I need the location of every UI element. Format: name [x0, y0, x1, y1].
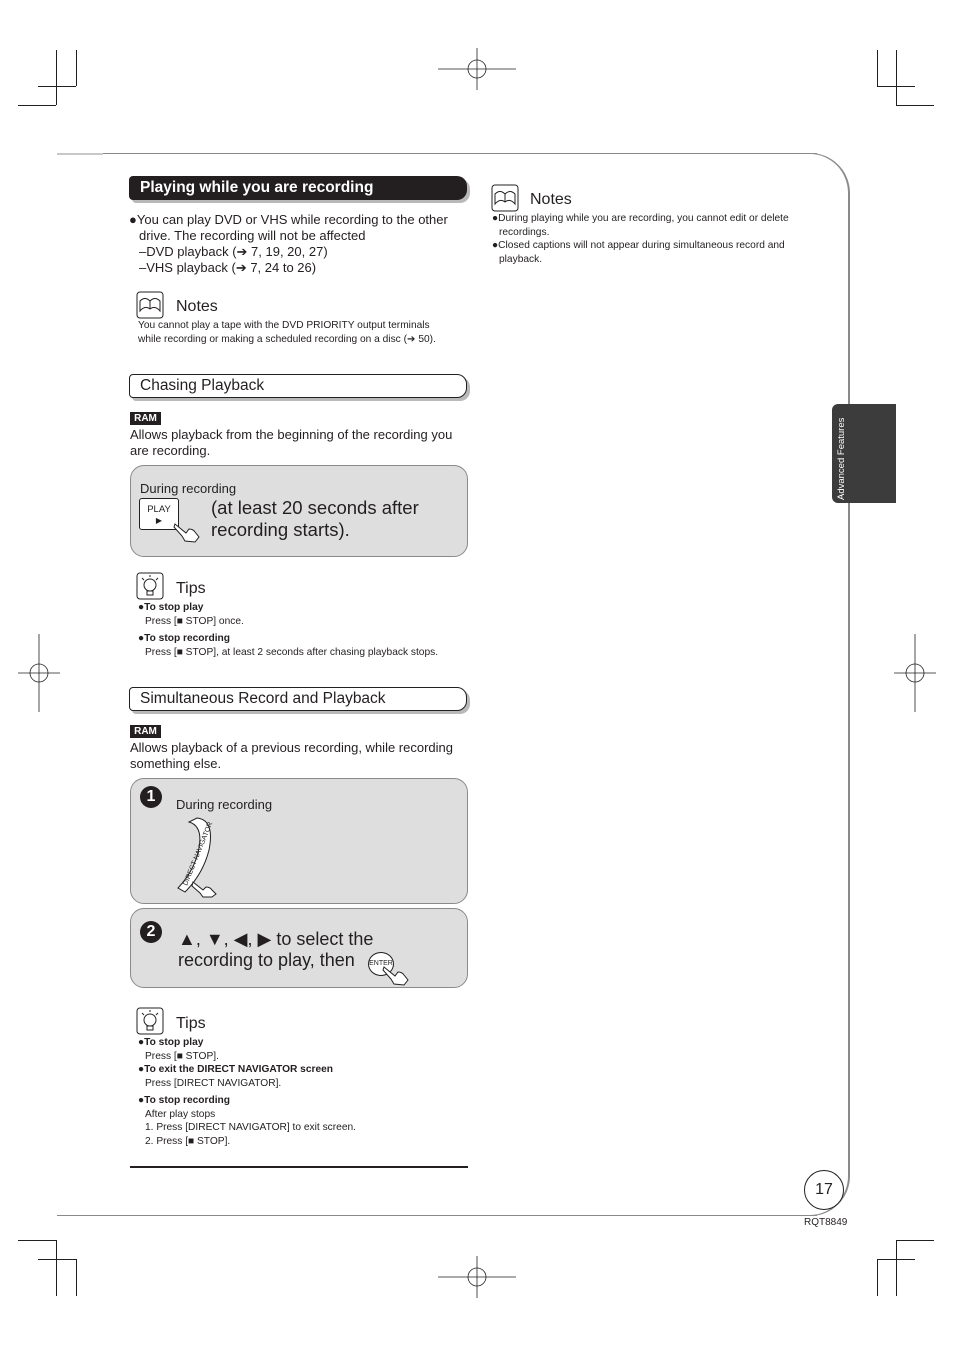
hand-press-icon	[173, 521, 201, 543]
step2-number: 2	[140, 921, 162, 943]
register-mark-icon	[438, 1256, 516, 1298]
register-mark-icon	[18, 634, 60, 712]
crop-mark	[38, 86, 76, 87]
section2-tip1-head: ●To stop play	[138, 602, 204, 613]
register-mark-icon	[894, 634, 936, 712]
section-heading-chasing-playback: Chasing Playback	[129, 374, 467, 398]
tips-lightbulb-icon	[136, 1007, 164, 1035]
crop-mark	[18, 1240, 56, 1241]
bullet-dot: ●	[492, 240, 499, 251]
direct-navigator-button[interactable]	[175, 816, 223, 898]
right-note2-line1: ●Closed captions will not appear during simultaneous record and	[492, 240, 785, 251]
section1-bullet-cont: drive. The recording will not be affected	[139, 228, 366, 243]
page-frame-top	[57, 153, 817, 154]
step1-label: During recording	[176, 797, 273, 812]
section3-tip3-body: After play stops	[145, 1109, 216, 1120]
play-button-label: PLAY	[147, 504, 171, 515]
section3-tip2-head: ●To exit the DIRECT NAVIGATOR screen	[138, 1064, 334, 1075]
section3-desc-line1: Allows playback of a previous recording, while recording	[130, 740, 453, 755]
section3-tips-title: Tips	[176, 1015, 206, 1032]
section1-note-line2: while recording or making a scheduled recording on a disc (➔ 50).	[138, 334, 436, 345]
section1-item-vhs: –VHS playback (➔ 7, 24 to 26)	[139, 260, 317, 275]
page-frame-side	[808, 153, 850, 1216]
crop-mark	[38, 1259, 76, 1260]
crop-mark	[896, 105, 934, 106]
register-mark-icon	[438, 48, 516, 90]
step1-number: 1	[140, 786, 162, 808]
section3-tip3-step1: 1. Press [DIRECT NAVIGATOR] to exit screen.	[145, 1122, 356, 1133]
side-tab-label: Advanced Features	[836, 417, 847, 500]
right-note2-line2: playback.	[499, 254, 543, 265]
hand-press-icon	[382, 964, 410, 986]
section1-item-dvd: –DVD playback (➔ 7, 19, 20, 27)	[139, 244, 328, 259]
bullet-dot: ●	[138, 1064, 145, 1075]
crop-mark	[76, 50, 77, 86]
section3-tip1-body: Press [■ STOP].	[145, 1051, 219, 1062]
right-notes-title: Notes	[530, 191, 572, 208]
crop-mark	[18, 105, 56, 106]
section1-bullet: ●You can play DVD or VHS while recording to the other	[129, 212, 448, 227]
svg-text:DIRECT NAVIGATOR: DIRECT NAVIGATOR	[182, 821, 215, 887]
bullet-dot: ●	[129, 212, 137, 227]
crop-mark	[877, 1259, 878, 1296]
crop-mark	[56, 50, 57, 105]
tips-lightbulb-icon	[136, 572, 164, 600]
step2-instruction-line2: recording to play, then	[178, 950, 355, 970]
section1-note-line1: You cannot play a tape with the DVD PRIORITY output terminals	[138, 320, 430, 331]
ram-badge: RAM	[130, 412, 161, 425]
section3-tip1-head: ●To stop play	[138, 1037, 204, 1048]
step2-instruction-line1: ▲, ▼, ◀, ▶ to select the	[178, 929, 374, 949]
column-end-rule	[130, 1166, 468, 1168]
crop-mark	[56, 1240, 57, 1296]
section3-tip3-head: ●To stop recording	[138, 1095, 230, 1106]
section2-tip2-body: Press [■ STOP], at least 2 seconds after chasing playback stops.	[145, 647, 439, 658]
page-number: 17	[804, 1170, 844, 1210]
section3-tip3-step2: 2. Press [■ STOP].	[145, 1136, 231, 1147]
crop-mark	[877, 86, 915, 87]
crop-mark	[896, 50, 897, 105]
bullet-dot: ●	[138, 633, 145, 644]
section-heading-playing-while-recording: Playing while you are recording	[129, 176, 467, 200]
page-frame-bottom	[57, 1215, 817, 1216]
section2-tip2-head: ●To stop recording	[138, 633, 230, 644]
enter-button-label: ENTER	[369, 960, 393, 967]
section2-tip1-body: Press [■ STOP] once.	[145, 616, 244, 627]
bullet-dot: ●	[138, 1095, 145, 1106]
chasing-panel-instruction-line1: (at least 20 seconds after	[211, 497, 419, 518]
play-icon: ▶	[155, 516, 163, 525]
document-code: RQT8849	[804, 1217, 848, 1228]
section2-desc-line2: are recording.	[130, 443, 211, 458]
notes-book-icon	[491, 184, 519, 212]
right-note1-line2: recordings.	[499, 227, 550, 238]
section2-tips-title: Tips	[176, 580, 206, 597]
bullet-dot: ●	[138, 1037, 145, 1048]
section1-notes-title: Notes	[176, 298, 218, 315]
chasing-panel-label: During recording	[140, 481, 237, 496]
crop-mark	[896, 1240, 897, 1296]
section3-tip2-body: Press [DIRECT NAVIGATOR].	[145, 1078, 282, 1089]
ram-badge: RAM	[130, 725, 161, 738]
crop-mark	[76, 1259, 77, 1296]
crop-mark	[896, 1240, 934, 1241]
section-heading-simultaneous-record: Simultaneous Record and Playback	[129, 687, 467, 711]
right-note1-line1: ●During playing while you are recording, you cannot edit or delete	[492, 213, 789, 224]
bullet-dot: ●	[492, 213, 499, 224]
bullet-dot: ●	[138, 602, 145, 613]
chasing-panel-instruction-line2: recording starts).	[211, 519, 350, 540]
section3-desc-line2: something else.	[130, 756, 222, 771]
notes-book-icon	[136, 291, 164, 319]
crop-mark	[877, 50, 878, 86]
page-frame-accent	[57, 153, 103, 155]
section2-desc-line1: Allows playback from the beginning of the recording you	[130, 427, 453, 442]
crop-mark	[877, 1259, 915, 1260]
